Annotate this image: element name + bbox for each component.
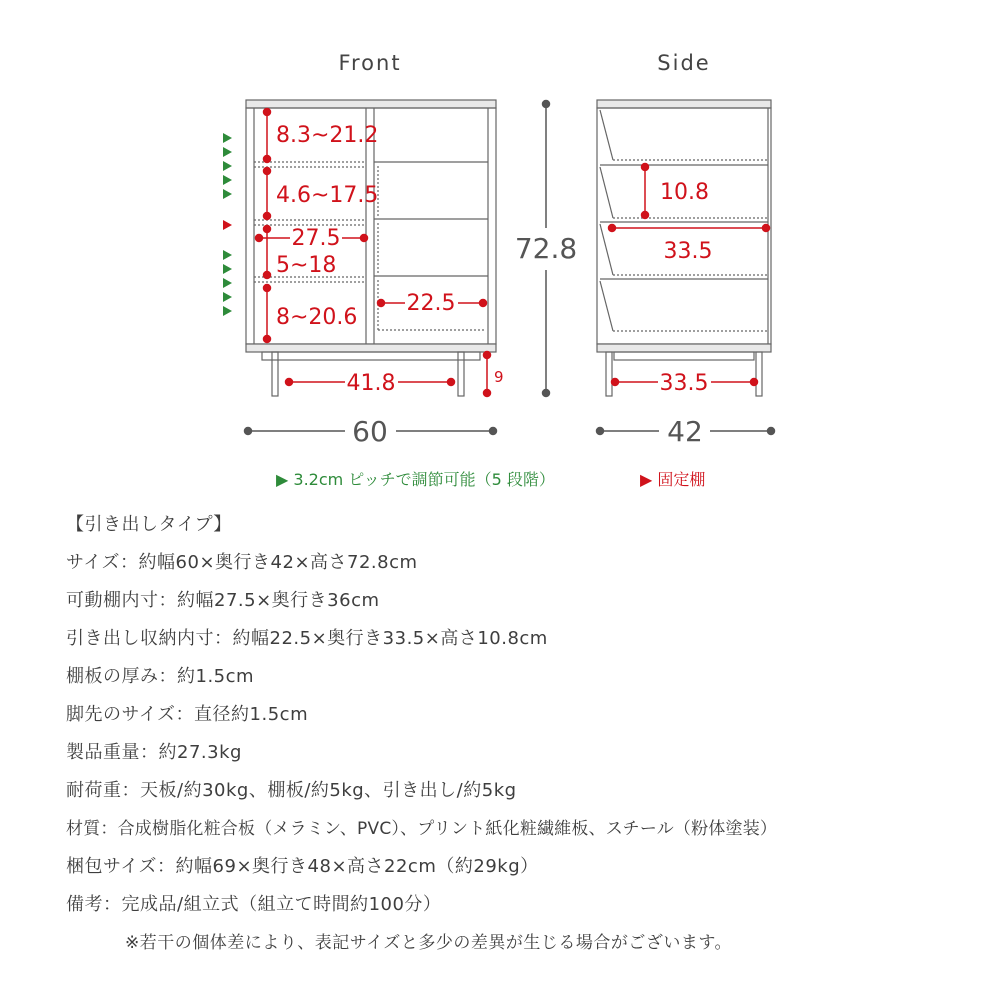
dim-total-height: 72.8 — [514, 232, 578, 265]
legend-adjustable: ▶ 3.2cm ピッチで調節可能（5 段階） — [276, 470, 555, 489]
dim-leg-height: 9 — [494, 368, 504, 386]
spec-line: 梱包サイズ：約幅69×奥行き48×高さ22cm（約29kg） — [66, 856, 539, 877]
shelf-pitch-arrows — [223, 133, 232, 316]
dim-shelf-2: 4.6~17.5 — [276, 183, 379, 208]
spec-line: 棚板の厚み：約1.5cm — [66, 666, 255, 687]
spec-heading: 【引き出しタイプ】 — [66, 514, 232, 535]
side-view-title: Side — [657, 51, 711, 75]
dim-shelf-1: 8.3~21.2 — [276, 123, 379, 148]
spec-line: 可動棚内寸：約幅27.5×奥行き36cm — [66, 590, 380, 611]
spec-line: 備考：完成品/組立式（組立て時間約100分） — [66, 894, 442, 915]
spec-line: 材質：合成樹脂化粧合板（メラミン、PVC）、プリント紙化粧繊維板、スチール（粉体塗装） — [66, 819, 778, 839]
dim-shelf-3: 5~18 — [276, 253, 337, 278]
spec-line: 脚先のサイズ：直径約1.5cm — [66, 704, 309, 725]
disclaimer-note: ※若干の個体差により、表記サイズと多少の差異が生じる場合がございます。 — [125, 933, 733, 953]
spec-line: 耐荷重：天板/約30kg、棚板/約5kg、引き出し/約5kg — [66, 780, 517, 801]
dim-total-width: 60 — [352, 415, 388, 448]
dim-total-depth: 42 — [667, 415, 703, 448]
dim-leg-span: 41.8 — [346, 371, 396, 396]
spec-line: 製品重量：約27.3kg — [66, 742, 242, 763]
dim-shelf-4: 8~20.6 — [276, 305, 358, 330]
dim-drawer-depth: 33.5 — [663, 239, 713, 264]
dim-inner-width: 27.5 — [291, 226, 341, 251]
legend-fixed: ▶ 固定棚 — [640, 470, 706, 489]
front-view-title: Front — [338, 51, 402, 75]
spec-line: 引き出し収納内寸：約幅22.5×奥行き33.5×高さ10.8cm — [66, 628, 548, 649]
dim-side-leg-span: 33.5 — [659, 371, 709, 396]
spec-line: サイズ：約幅60×奥行き42×高さ72.8cm — [66, 552, 418, 573]
dim-drawer-width: 22.5 — [406, 291, 456, 316]
dim-drawer-height: 10.8 — [660, 180, 709, 205]
